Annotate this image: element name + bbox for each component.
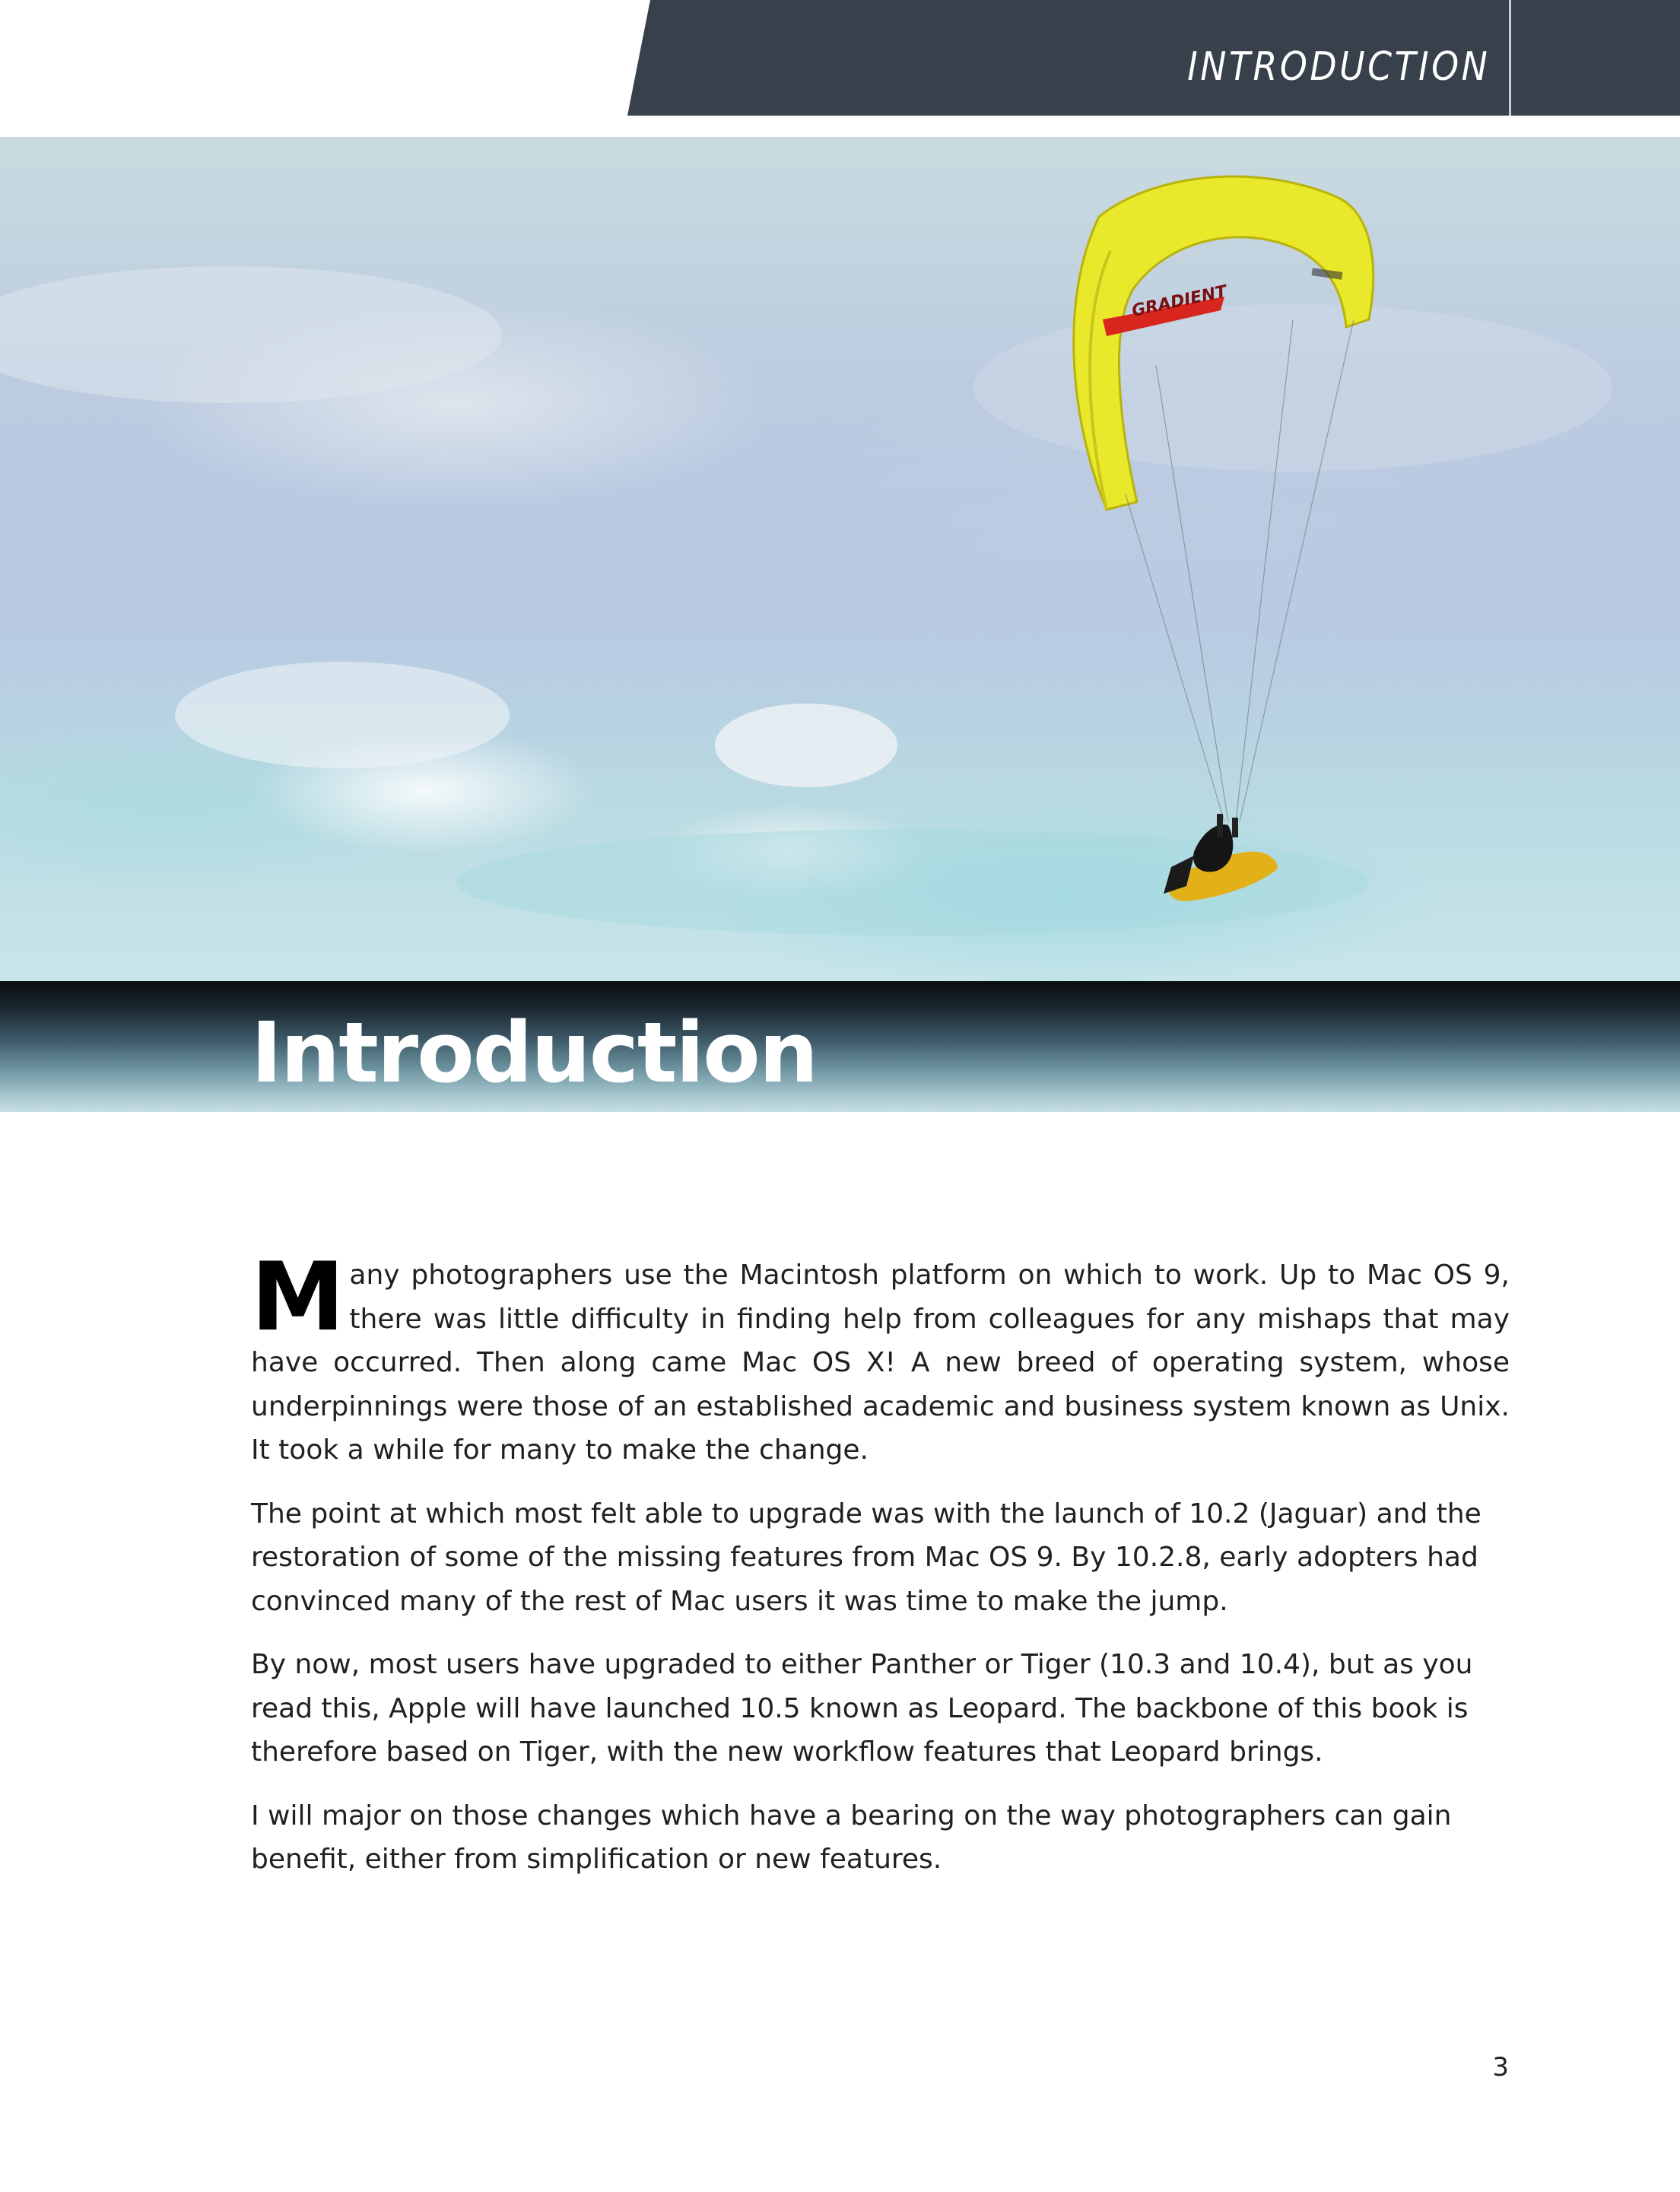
- header-divider: [1509, 0, 1511, 116]
- body-text: [251, 1243, 1510, 1901]
- running-header: INTRODUCTION: [1186, 44, 1490, 90]
- cloud-shape: [0, 266, 502, 403]
- paragraph: I will major on those changes which have a bearing on the way photographers can gain benefit, either from simplification or new features.: [251, 1800, 1452, 1875]
- cloud-shape: [175, 662, 510, 768]
- page-title: Introduction: [251, 1004, 818, 1101]
- wing-brand-text: GRADIENT: [1130, 282, 1229, 321]
- hero-photo: [0, 137, 1680, 981]
- header-tab: [627, 0, 1680, 116]
- page-number: 3: [1492, 2052, 1509, 2082]
- cloud-shape: [973, 304, 1612, 472]
- paragraph: By now, most users have upgraded to either Panther or Tiger (10.3 and 10.4), but as you read this, Apple will have launched 10.5 known as Leopard. The backbone of this book is therefore based on Tiger, with the new workflow features that Leopard brings.: [251, 1649, 1473, 1768]
- paragraph-text: any photographers use the Macintosh platform on which to work. Up to Mac OS 9, there was little difficulty in finding help from colleagues for any mishaps that may have occurred. Then along came Mac OS X! A new breed of operating system, whose underpinnings were those of an established academic and business system known as Unix. It took a while for many to make the change.: [251, 1260, 1510, 1466]
- drop-cap: M: [251, 1243, 345, 1352]
- cloud-shape: [715, 704, 897, 787]
- paraglider-illustration: [0, 137, 1680, 981]
- paragraph: [251, 1243, 1510, 1472]
- paragraph: The point at which most felt able to upgrade was with the launch of 10.2 (Jaguar) and the restoration of some of the missing features from Mac OS 9. By 10.2.8, early adopters had convinced many of the rest of Mac users it was time to make the jump.: [251, 1498, 1482, 1617]
